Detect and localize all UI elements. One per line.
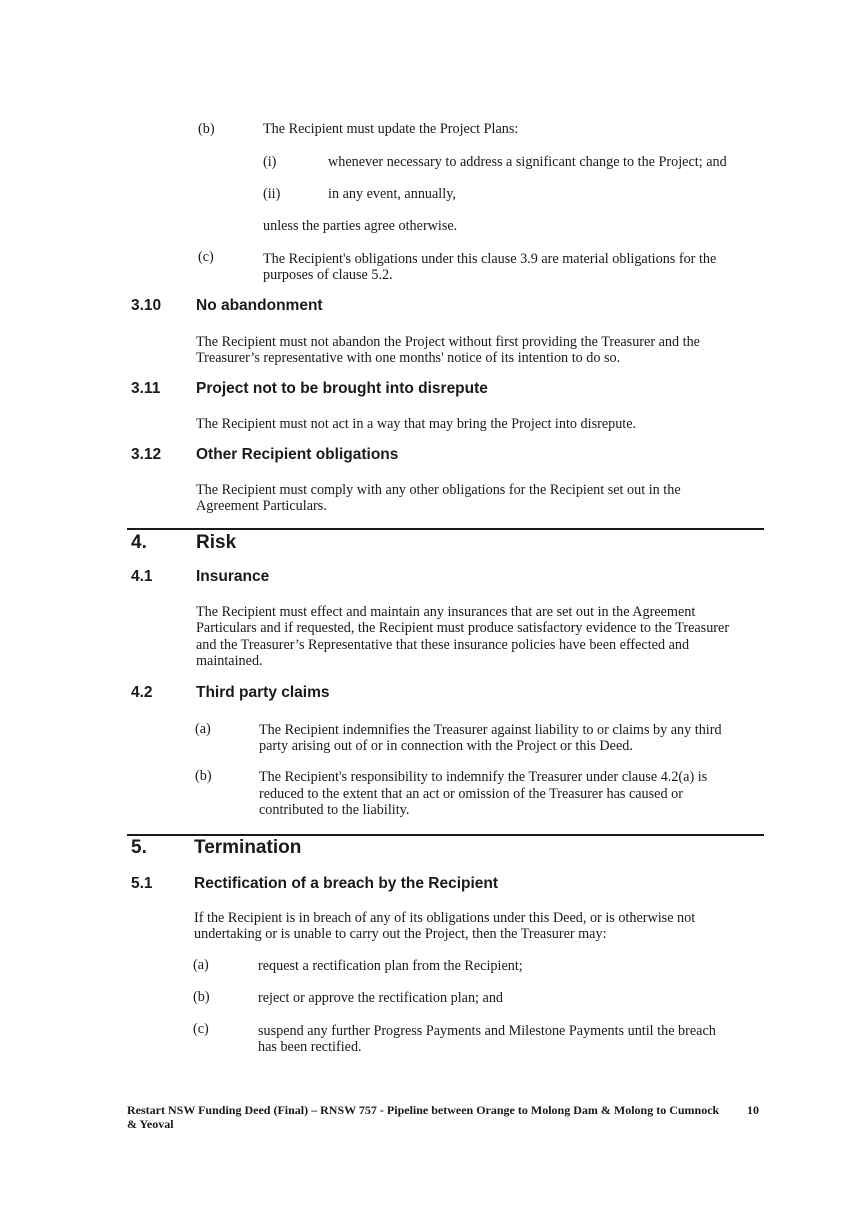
clause-4-1-line2: Particulars and if requested, the Recipient must produce satisfactory evidence to the Treasurer (196, 620, 730, 636)
clause-3-10-heading: No abandonment (196, 297, 323, 314)
clause-4-1-line3: and the Treasurer’s Representative that these insurance policies have been effected and (196, 637, 690, 653)
clause-4-1-line1: The Recipient must effect and maintain any insurances that are set out in the Agreement (196, 604, 696, 620)
clause-3-11-number: 3.11 (131, 380, 161, 397)
clause-5-1-a-label: (a) (193, 957, 209, 973)
clause-3-11-heading: Project not to be brought into disrepute (196, 380, 488, 397)
clause-3-9-c-line2: purposes of clause 5.2. (263, 267, 393, 283)
clause-4-2-b-line2: reduced to the extent that an act or omission of the Treasurer has caused or (259, 786, 683, 802)
clause-3-9-c-label: (c) (198, 249, 214, 265)
clause-4-2-a-label: (a) (195, 721, 211, 737)
clause-4-2-a-line2: party arising out of or in connection with the Project or this Deed. (259, 738, 633, 754)
clause-3-12-line1: The Recipient must comply with any other obligations for the Recipient set out in the (196, 482, 681, 498)
clause-4-2-b-line3: contributed to the liability. (259, 802, 410, 818)
clause-3-10-line2: Treasurer’s representative with one months' notice of its intention to do so. (196, 350, 621, 366)
clause-5-1-c-label: (c) (193, 1021, 209, 1037)
footer-line2: & Yeoval (127, 1117, 174, 1131)
clause-3-9-b-tail: unless the parties agree otherwise. (263, 218, 458, 234)
clause-5-1-heading: Rectification of a breach by the Recipient (194, 875, 499, 892)
clause-3-10-line1: The Recipient must not abandon the Project without first providing the Treasurer and the (196, 334, 700, 350)
clause-5-1-c-line2: has been rectified. (258, 1039, 362, 1055)
clause-5-1-a-text: request a rectification plan from the Recipient; (258, 958, 523, 974)
clause-3-9-b-text: The Recipient must update the Project Plans: (263, 121, 519, 137)
footer-line1: Restart NSW Funding Deed (Final) – RNSW 757 - Pipeline between Orange to Molong Dam & Molong to Cumnock (127, 1103, 720, 1117)
clause-5-1-line2: undertaking or is unable to carry out the Project, then the Treasurer may: (194, 926, 607, 942)
section-5-number: 5. (131, 837, 147, 858)
clause-3-9-c-line1: The Recipient's obligations under this clause 3.9 are material obligations for the (263, 251, 717, 267)
clause-3-12-heading: Other Recipient obligations (196, 446, 399, 463)
clause-5-1-b-text: reject or approve the rectification plan; and (258, 990, 504, 1006)
clause-4-1-heading: Insurance (196, 568, 270, 585)
clause-3-10-number: 3.10 (131, 297, 162, 314)
clause-3-11-line1: The Recipient must not act in a way that may bring the Project into disrepute. (196, 416, 637, 432)
section-4-rule (127, 528, 764, 530)
clause-4-2-b-label: (b) (195, 768, 212, 784)
clause-4-1-number: 4.1 (131, 568, 153, 585)
clause-4-2-b-line1: The Recipient's responsibility to indemnify the Treasurer under clause 4.2(a) is (259, 769, 708, 785)
clause-5-1-line1: If the Recipient is in breach of any of its obligations under this Deed, or is otherwise not (194, 910, 696, 926)
section-4-number: 4. (131, 532, 147, 553)
clause-5-1-c-line1: suspend any further Progress Payments and Milestone Payments until the breach (258, 1023, 716, 1039)
clause-3-9-b-i-text: whenever necessary to address a significant change to the Project; and (328, 154, 727, 170)
clause-3-9-b-i-label: (i) (263, 154, 277, 170)
clause-4-1-line4: maintained. (196, 653, 263, 669)
clause-5-1-b-label: (b) (193, 989, 210, 1005)
clause-4-2-heading: Third party claims (196, 684, 330, 701)
clause-3-12-line2: Agreement Particulars. (196, 498, 327, 514)
section-5-title: Termination (194, 837, 302, 858)
clause-3-12-number: 3.12 (131, 446, 162, 463)
footer-page-number: 10 (747, 1103, 759, 1117)
section-4-title: Risk (196, 532, 237, 553)
clause-3-9-b-label: (b) (198, 121, 215, 137)
clause-4-2-a-line1: The Recipient indemnifies the Treasurer against liability to or claims by any third (259, 722, 722, 738)
section-5-rule (127, 834, 764, 836)
clause-3-9-b-ii-text: in any event, annually, (328, 186, 456, 202)
clause-3-9-b-ii-label: (ii) (263, 186, 281, 202)
clause-4-2-number: 4.2 (131, 684, 153, 701)
clause-5-1-number: 5.1 (131, 875, 153, 892)
